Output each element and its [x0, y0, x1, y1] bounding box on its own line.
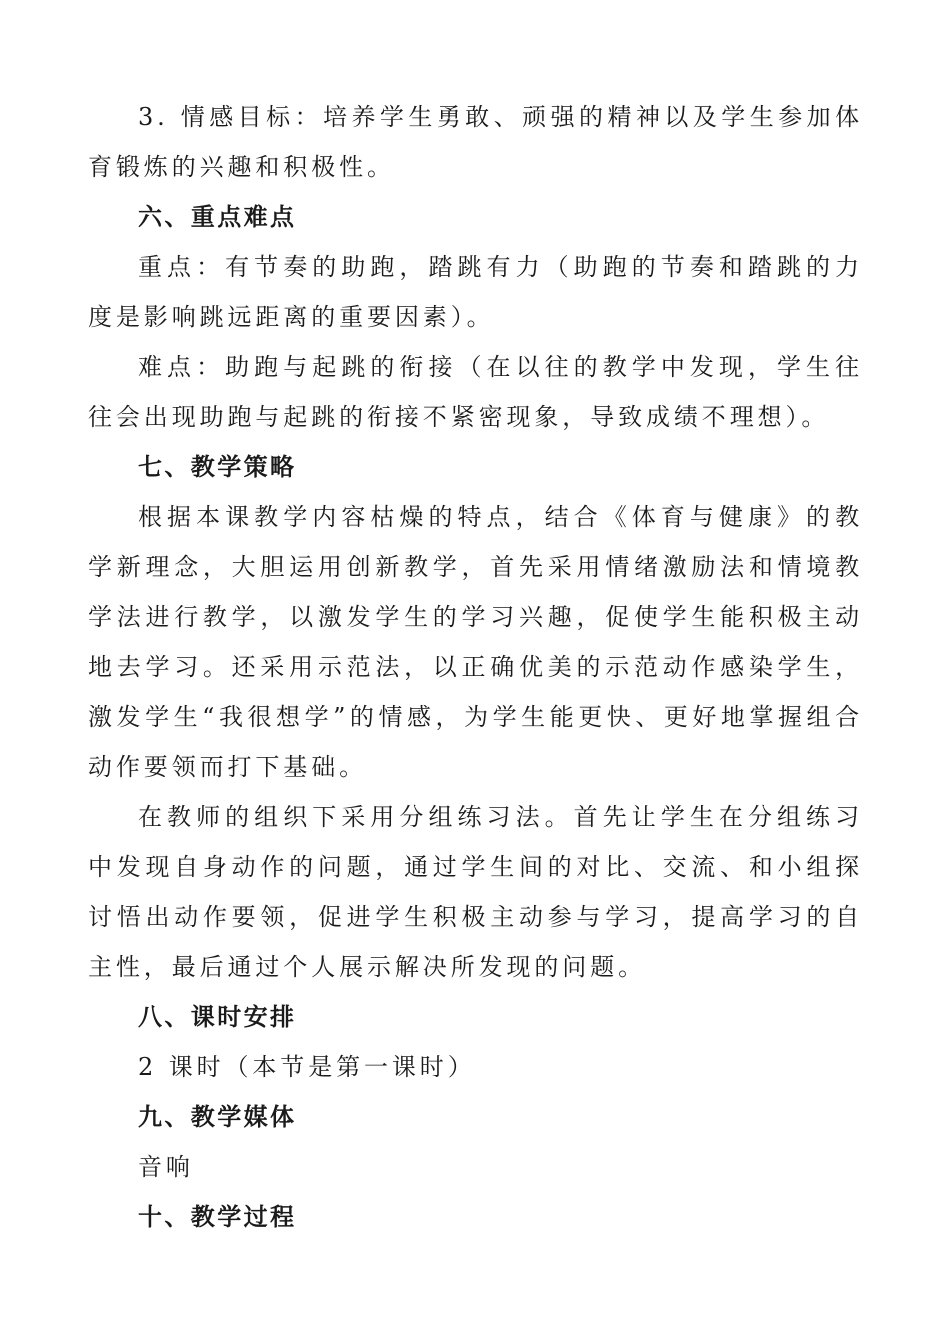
section-heading-key-points: 六、重点难点: [138, 203, 297, 231]
document-body: [88, 92, 863, 1242]
emotional-goal-paragraph: 3. 情感目标：培养学生勇敢、顽强的精神以及学生参加体育锻炼的兴趣和积极性。: [88, 103, 863, 181]
section-heading-teaching-strategy: 七、教学策略: [138, 453, 297, 481]
section-heading-schedule: 八、课时安排: [138, 1003, 297, 1031]
key-point-paragraph: 重点：有节奏的助跑，踏跳有力（助跑的节奏和踏跳的力度是影响跳远距离的重要因素）。: [88, 253, 863, 331]
media-text: 音响: [138, 1153, 194, 1181]
difficulty-paragraph: 难点：助跑与起跳的衔接（在以往的教学中发现，学生往往会出现助跑与起跳的衔接不紧密现象，导致成绩不理想）。: [88, 353, 863, 431]
section-heading-media: 九、教学媒体: [138, 1103, 297, 1131]
strategy-paragraph-2: 在教师的组织下采用分组练习法。首先让学生在分组练习中发现自身动作的问题，通过学生间的对比、交流、和小组探讨悟出动作要领，促进学生积极主动参与学习，提高学习的自主性，最后通过个人展示解决所发现的问题。: [88, 803, 863, 981]
strategy-paragraph-1: 根据本课教学内容枯燥的特点，结合《体育与健康》的教学新理念，大胆运用创新教学，首先采用情绪激励法和情境教学法进行教学，以激发学生的学习兴趣，促使学生能积极主动地去学习。还采用示范法，以正确优美的示范动作感染学生，激发学生“我很想学”的情感，为学生能更快、更好地掌握组合动作要领而打下基础。: [88, 503, 863, 781]
schedule-text: 2 课时（本节是第一课时）: [138, 1053, 476, 1081]
section-heading-process: 十、教学过程: [138, 1203, 297, 1231]
